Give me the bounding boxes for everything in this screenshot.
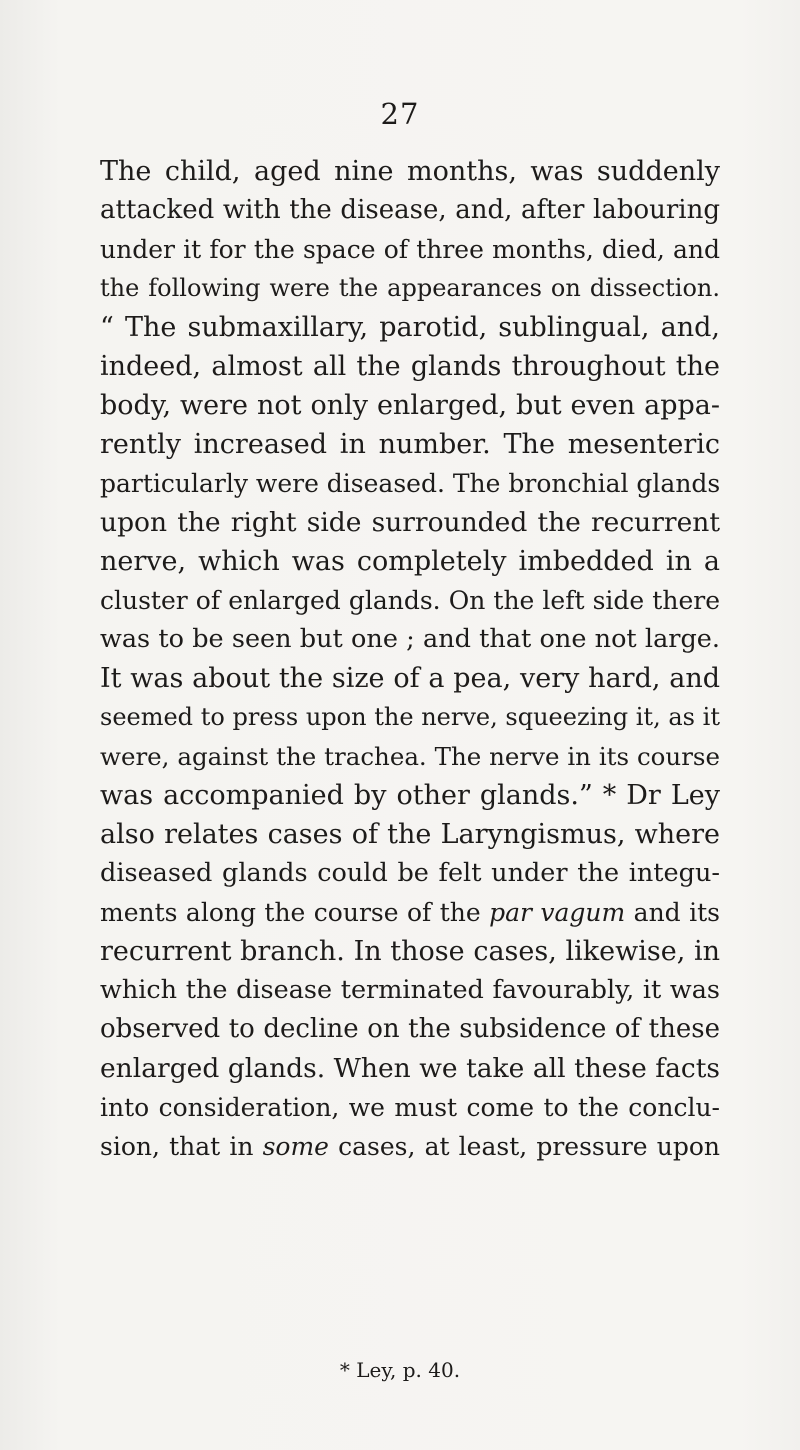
text-line: The child, aged nine months, was suddenly [100,156,720,187]
italic-phrase: par vagum [489,898,626,927]
text-line: nerve, which was completely imbedded in a [100,546,720,577]
text-line: was accompanied by other glands.” * Dr Ley [100,780,720,811]
text-line: was to be seen but one ; and that one not large. [100,624,720,654]
text-segment: ments along the course of the [100,898,490,927]
text-line: under it for the space of three months, died, and [100,235,720,264]
text-line: into consideration, we must come to the conclu- [100,1093,720,1122]
page-number: 27 [380,97,420,131]
text-line: seemed to press upon the nerve, squeezing it, as it [100,703,720,731]
text-line [100,893,720,932]
text-line: cluster of enlarged glands. On the left side there [100,586,720,615]
text-line: observed to decline on the subsidence of these [100,1014,720,1044]
text-line: recurrent branch. In those cases, likewise, in [100,936,720,967]
text-line: also relates cases of the Laryngismus, where [100,819,720,850]
text-segment: cases, at least, pressure upon [328,1132,720,1161]
italic-phrase: some [262,1132,329,1161]
text-line: particularly were diseased. The bronchial glands [100,469,721,498]
text-line: It was about the size of a pea, very hard, and [100,663,720,694]
text-segment: and its [625,898,720,927]
text-line: enlarged glands. When we take all these facts [100,1053,720,1084]
body-text [100,152,720,1166]
text-line: which the disease terminated favourably, it was [100,975,720,1005]
footnote: * Ley, p. 40. [339,1358,461,1382]
text-line: attacked with the disease, and, after labouring [100,195,720,225]
text-line: the following were the appearances on dissection. [100,274,720,302]
text-line: diseased glands could be felt under the integu- [100,858,720,888]
text-line: body, were not only enlarged, but even appa- [100,390,720,421]
text-line: “ The submaxillary, parotid, sublingual, and, [100,312,720,343]
text-segment: sion, that in [100,1132,263,1161]
text-line: upon the right side surrounded the recurrent [100,507,720,538]
text-line: rently increased in number. The mesenteric [100,429,720,460]
text-line: were, against the trachea. The nerve in its course [100,742,720,771]
text-line: indeed, almost all the glands throughout the [100,351,720,382]
text-line [100,1127,720,1166]
